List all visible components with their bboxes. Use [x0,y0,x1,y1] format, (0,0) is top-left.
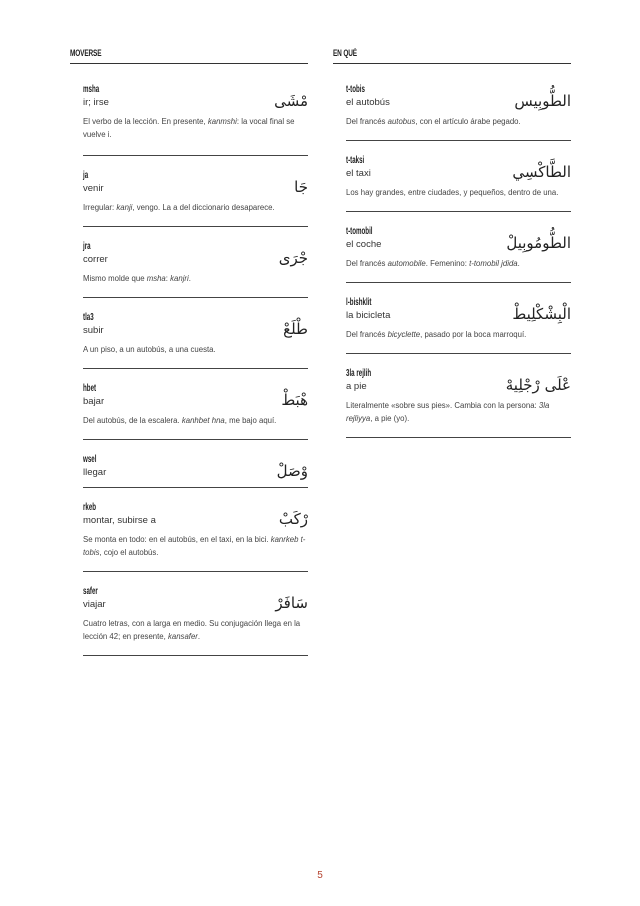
note-text: A un piso, a un autobús, a una cuesta. [83,345,216,354]
note-text: , a pie (yo). [370,414,410,423]
column-heading: MOVERSE [70,48,102,58]
entry-note [346,328,571,341]
vocab-entry [83,170,308,227]
vocab-entry [83,502,308,572]
note-text: Del autobús, de la escalera. [83,416,182,425]
note-text: , vengo. La a del diccionario desaparece. [132,203,275,212]
vocab-entry [83,84,308,156]
note-text: Se monta en todo: en el autobús, en el taxi, en la bici. [83,535,271,544]
column-moverse [70,48,308,656]
entry-arabic: الطَّاكْسِي [512,163,571,181]
entry-gloss: a pie [346,381,367,392]
note-text: Del francés [346,330,388,339]
note-italic-term: autobus [387,117,416,126]
note-italic-term: msha [146,274,166,283]
entry-transliteration: rkeb [83,502,97,513]
note-italic-term: kanrkeb t-tobis [83,535,306,557]
note-text: Cuatro letras, con a larga en medio. Su conjugación llega en la lección 42; en presente, [83,619,301,641]
note-text: , con el artículo árabe pegado. [415,117,521,126]
entry-gloss: el coche [346,239,382,250]
vocab-entry [346,297,571,354]
entry-gloss: llegar [83,467,107,478]
entry-transliteration: safer [83,586,98,597]
vocab-entry [346,155,571,212]
note-text: Irregular: [83,203,117,212]
note-text: , cojo el autobús. [99,548,159,557]
entry-note [346,257,571,270]
note-text: Del francés [346,259,388,268]
vocab-entry [346,368,571,438]
vocab-entry [83,383,308,440]
entry-gloss: venir [83,183,104,194]
entry-note [346,115,571,128]
note-text: : [165,274,171,283]
note-text: : la vocal final se vuelve i. [83,117,295,139]
entry-list [333,84,571,438]
entry-gloss: correr [83,254,108,265]
note-text: . Femenino: [425,259,470,268]
entry-note [346,399,571,425]
note-text: , pasado por la boca marroquí. [420,330,527,339]
entry-gloss: subir [83,325,104,336]
entry-transliteration: wsel [83,454,97,465]
entry-note [346,186,571,199]
entry-note [83,343,308,356]
note-italic-term: t-tomobil jdida [469,259,518,268]
entry-gloss: montar, subirse a [83,515,156,526]
note-text: Los hay grandes, entre ciudades, y pequeños, dentro de una. [346,188,559,197]
note-italic-term: kanjri [170,274,189,283]
vocab-entry [346,226,571,283]
entry-gloss: el taxi [346,168,371,179]
entry-arabic: جْرَى [278,249,308,267]
entry-arabic: الطُّوبِيس [514,92,571,110]
entry-transliteration: t-tobis [346,84,365,95]
entry-arabic: الطُّومُوبِيلْ [506,234,571,252]
note-italic-term: kanhbet hna [181,416,225,425]
note-text: . [517,259,520,268]
entry-note [83,272,308,285]
note-text: El verbo de la lección. En presente, [83,117,208,126]
entry-arabic: مْشَى [274,92,308,110]
entry-arabic: عْلَى رْجْلِيهْ [505,376,571,394]
entry-arabic: هْبَطْ [281,391,308,409]
vocab-entry [83,586,308,656]
entry-note [83,414,308,427]
note-italic-term: 3la rejliyya [346,401,550,423]
entry-transliteration: t-taksi [346,155,365,166]
note-text: Mismo molde que [83,274,147,283]
entry-gloss: viajar [83,599,106,610]
entry-gloss: bajar [83,396,105,407]
entry-transliteration: hbet [83,383,97,394]
entry-transliteration: tla3 [83,312,94,323]
note-text: , me bajo aquí. [224,416,277,425]
entry-note [83,115,308,141]
column-rule [70,63,308,64]
note-text: Del francés [346,117,388,126]
note-text: . [197,632,201,641]
note-italic-term: kansafer [167,632,198,641]
note-text: . [188,274,191,283]
entry-gloss: ir; irse [83,97,109,108]
column-rule [333,63,571,64]
entry-transliteration: msha [83,84,100,95]
entry-gloss: la bicicleta [346,310,391,321]
note-text: Literalmente «sobre sus pies». Cambia con la persona: [346,401,539,410]
note-italic-term: kanmshi [207,117,237,126]
entry-note [83,201,308,214]
entry-arabic: الْبِشْكْلِيطْ [512,305,571,323]
entry-transliteration: ja [83,170,89,181]
column-heading: EN QUÉ [333,48,357,58]
entry-arabic: سَافَرْ [275,594,308,612]
entry-gloss: el autobús [346,97,390,108]
note-italic-term: bicyclette [387,330,421,339]
entry-arabic: جَا [294,178,308,196]
vocab-entry [83,312,308,369]
entry-transliteration: 3la rejlih [346,368,372,379]
entry-arabic: رْكَبْ [278,510,308,528]
entry-arabic: وْصَلْ [276,462,308,480]
vocab-entry [83,454,308,488]
entry-transliteration: t-tomobil [346,226,373,237]
entry-note [83,533,308,559]
vocab-entry [83,241,308,298]
entry-note [83,617,308,643]
vocab-entry [346,84,571,141]
page-number: 5 [317,870,323,881]
entry-transliteration: jra [83,241,91,252]
entry-list [70,84,308,656]
note-italic-term: kanji [116,203,133,212]
entry-arabic: طْلَعْ [283,320,308,338]
column-en-que [333,48,571,438]
note-italic-term: automobile [387,259,426,268]
entry-transliteration: l-bishklit [346,297,372,308]
